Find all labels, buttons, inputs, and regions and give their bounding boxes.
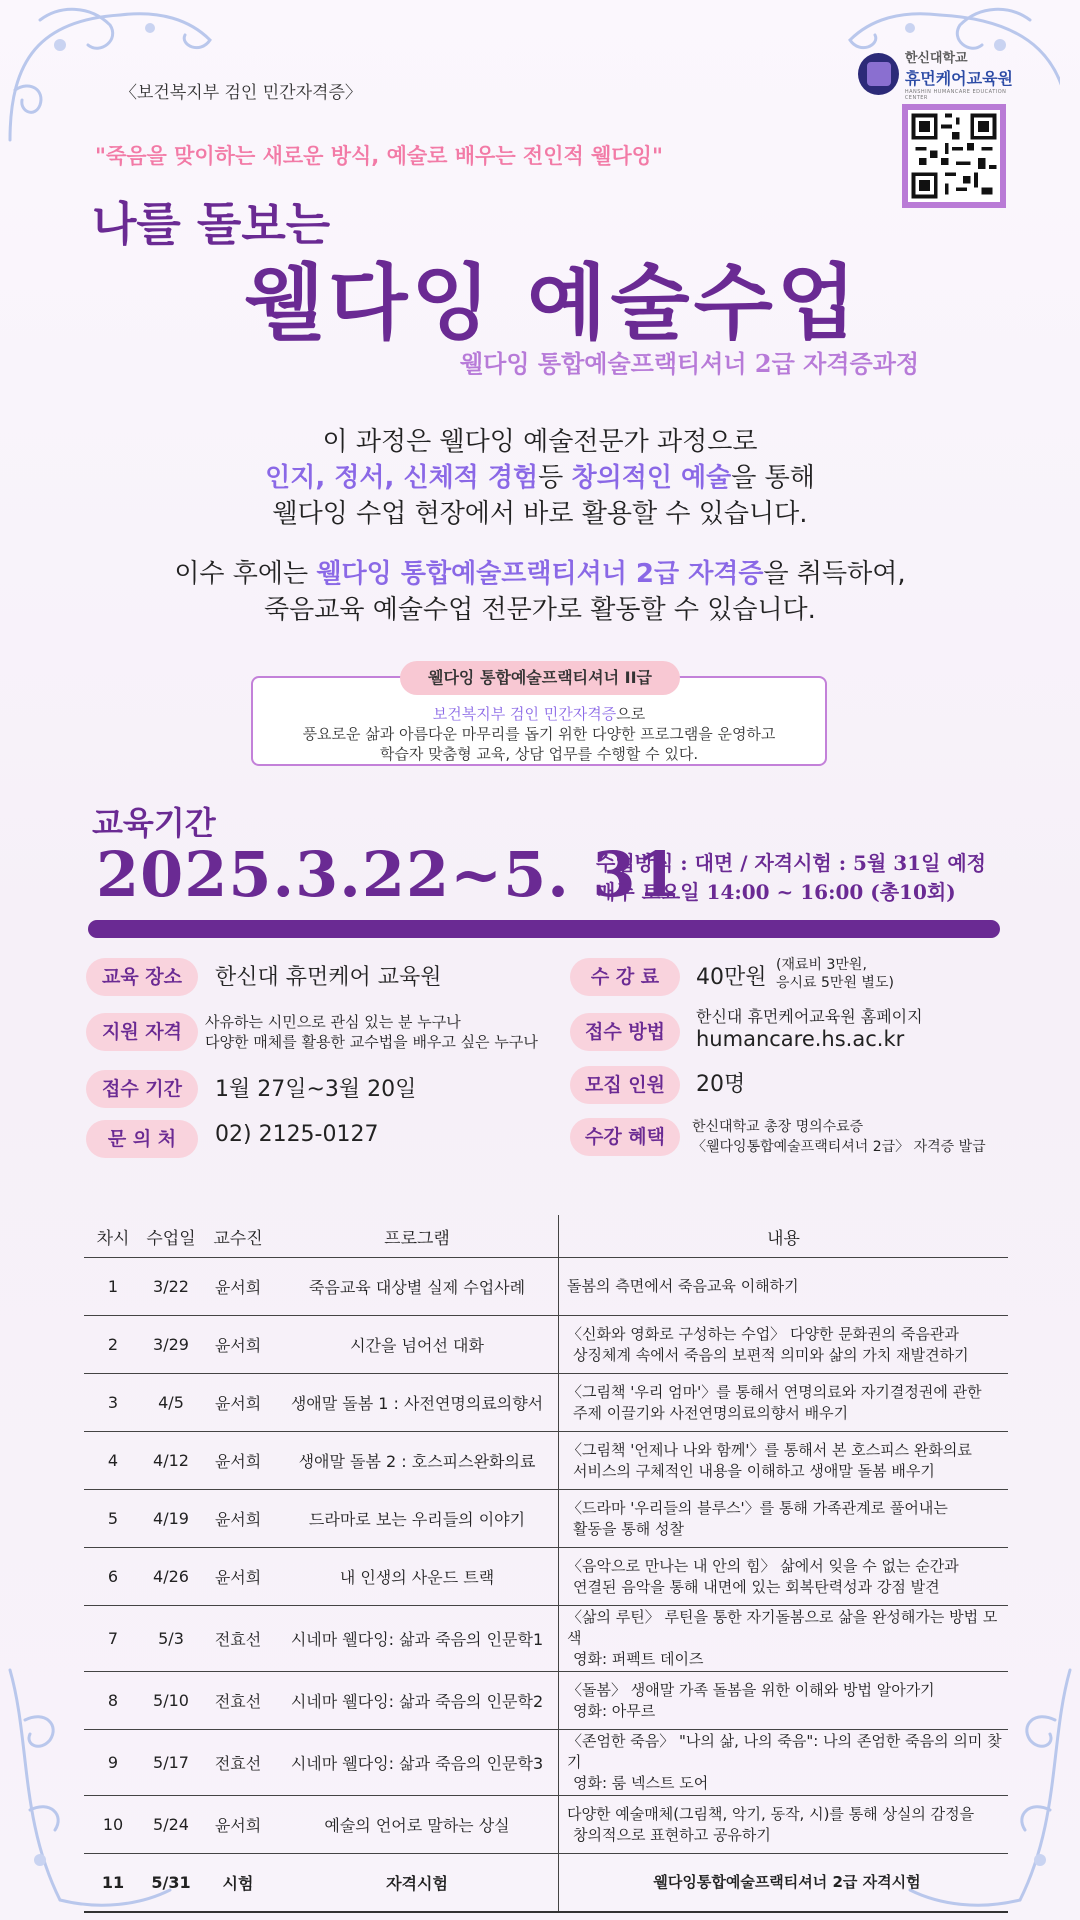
session-content-line1: 〈그림책 '언제나 나와 함께'〉를 통해서 본 호스피스 완화의료 [567,1440,972,1459]
certificate-box-title: 웰다잉 통합예술프랙티셔너 II급 [400,661,680,695]
session-content-line2: 서비스의 구체적인 내용을 이해하고 생애말 돌봄 배우기 [573,1461,935,1480]
session-number: 8 [84,1672,142,1730]
logo-university: 한신대학교 [904,51,968,66]
logo-english: HANSHIN HUMANCARE EDUCATION CENTER [904,89,1007,101]
page-title: 웰다잉 예술수업 [245,256,861,351]
table-row [84,1258,1008,1316]
apply-label: 접수 방법 [570,1013,680,1051]
table-row [84,1316,1008,1374]
apply-line1: 한신대 휴먼케어교육원 홈페이지 [696,1007,923,1026]
session-program: 시간을 넘어선 대화 [276,1316,559,1374]
session-content-line1: 웰다잉통합예술프랙티셔너 2급 자격시험 [653,1873,921,1891]
session-content-line2: 영화: 퍼펙트 데이즈 [573,1650,704,1668]
session-content-line2: 연결된 음악을 통해 내면에 있는 회복탄력성과 강점 발견 [573,1577,940,1596]
session-program: 죽음교육 대상별 실제 수업사례 [276,1258,559,1316]
session-instructor: 윤서희 [200,1490,276,1548]
tagline: "죽음을 맞이하는 새로운 방식, 예술로 배우는 전인적 웰다잉" [95,144,663,168]
table-row [84,1606,1008,1672]
intro-text: 등 [538,463,572,493]
session-content-line1: 〈신화와 영화로 구성하는 수업〉 다양한 문화권의 죽음관과 [567,1324,959,1343]
period-label: 교육기간 [92,804,216,842]
benefit-line2: 〈웰다잉통합예술프랙티셔너 2급〉 자격증 발급 [692,1139,986,1155]
session-date: 5/31 [142,1854,200,1913]
session-content [559,1730,1009,1796]
logo-emblem-icon [858,53,899,95]
session-program: 생애말 돌봄 1 : 사전연명의료의향서 [276,1374,559,1432]
certificate-box-line3: 학습자 맞춤형 교육, 상담 업무를 수행할 수 있다. [379,745,699,763]
session-content-line1: 〈돌봄〉 생애말 가족 돌봄을 위한 이해와 방법 알아가기 [567,1680,935,1699]
session-number: 7 [84,1606,142,1672]
intro-line2 [0,460,1080,496]
corner-ornament-top-left [0,0,230,150]
intro-text: 이수 후에는 [174,559,317,589]
intro-line1: 이 과정은 웰다잉 예술전문가 과정으로 [322,427,758,457]
qr-code-icon [908,110,1000,202]
contact-label: 문 의 처 [86,1120,198,1158]
contact-phone[interactable]: 02) 2125-0127 [215,1122,379,1147]
intro-line3: 웰다잉 수업 현장에서 바로 활용할 수 있습니다. [272,499,808,529]
session-instructor: 윤서희 [200,1316,276,1374]
session-date: 4/12 [142,1432,200,1490]
session-program: 생애말 돌봄 2 : 호스피스완화의료 [276,1432,559,1490]
header-content: 내용 [559,1215,1009,1258]
table-row [84,1730,1008,1796]
certificate-box-highlight: 보건복지부 검인 민간자격증 [432,705,617,723]
session-date: 3/22 [142,1258,200,1316]
session-content-line2: 영화: 아무르 [573,1701,656,1720]
session-content-line2: 활동을 통해 성찰 [573,1519,684,1538]
subtitle: 웰다잉 통합예술프랙티셔너 2급 자격증과정 [460,349,920,378]
session-instructor: 윤서희 [200,1432,276,1490]
benefit-line1: 한신대학교 총장 명의수료증 [692,1119,864,1135]
session-content-line2: 주제 이끌기와 사전연명의료의향서 배우기 [573,1403,849,1422]
table-row [84,1672,1008,1730]
session-program: 자격시험 [276,1854,559,1913]
application-period-label: 접수 기간 [86,1070,198,1108]
session-program: 시네마 웰다잉: 삶과 죽음의 인문학2 [276,1672,559,1730]
session-content-line1: 〈음악으로 만나는 내 안의 힘〉 삶에서 잊을 수 없는 순간과 [567,1556,959,1575]
session-content-line1: 〈삶의 루틴〉 루틴을 통한 자기돌봄으로 삶을 완성해가는 방법 모색 [567,1608,998,1647]
qualification-line1: 사유하는 시민으로 관심 있는 분 누구나 [205,1013,461,1031]
certificate-box-text: 으로 [616,705,646,723]
session-content [559,1672,1009,1730]
session-content [559,1316,1009,1374]
session-number: 11 [84,1854,142,1913]
schedule-table [84,1215,1008,1913]
session-instructor: 윤서희 [200,1374,276,1432]
session-program: 드라마로 보는 우리들의 이야기 [276,1490,559,1548]
session-content-line1: 〈그림책 '우리 엄마'〉를 통해서 연명의료와 자기결정권에 관한 [567,1382,982,1401]
session-content [559,1374,1009,1432]
capacity-label: 모집 인원 [570,1066,680,1104]
session-instructor: 전효선 [200,1606,276,1672]
session-date: 5/3 [142,1606,200,1672]
table-row [84,1548,1008,1606]
session-program: 예술의 언어로 말하는 상실 [276,1796,559,1854]
fee-value: 40만원 [696,965,767,990]
session-instructor: 윤서희 [200,1796,276,1854]
session-number: 10 [84,1796,142,1854]
intro-highlight1: 인지, 정서, 신체적 경험 [265,463,539,493]
session-instructor: 전효선 [200,1672,276,1730]
table-row [84,1432,1008,1490]
university-logo [858,50,1028,101]
session-content [559,1490,1009,1548]
table-header-row [84,1215,1008,1258]
certificate-box-line2: 풍요로운 삶과 아름다운 마무리를 돕기 위한 다양한 프로그램을 운영하고 [302,725,776,743]
header-program: 프로그램 [276,1215,559,1258]
session-content [559,1606,1009,1672]
certification-note: 〈보건복지부 검인 민간자격증〉 [120,83,362,103]
session-date: 4/26 [142,1548,200,1606]
session-content-line1: 돌봄의 측면에서 죽음교육 이해하기 [567,1277,799,1295]
period-dates: 2025.3.22~5. 31 [96,838,681,911]
intro-highlight3: 웰다잉 통합예술프랙티셔너 2급 자격증 [316,559,764,589]
header-session: 차시 [84,1215,142,1258]
session-number: 2 [84,1316,142,1374]
intro-line5: 죽음교육 예술수업 전문가로 활동할 수 있습니다. [264,595,816,625]
header-date: 수업일 [142,1215,200,1258]
intro-text: 을 통해 [731,463,815,493]
session-number: 9 [84,1730,142,1796]
session-instructor: 윤서희 [200,1548,276,1606]
qualification-line2: 다양한 매체를 활용한 교수법을 배우고 싶은 누구나 [205,1033,538,1051]
fee-note1: (재료비 3만원, [776,957,867,973]
session-date: 5/24 [142,1796,200,1854]
session-content [559,1258,1009,1316]
session-number: 4 [84,1432,142,1490]
title-line1: 나를 돌보는 [92,197,331,251]
session-date: 3/29 [142,1316,200,1374]
session-number: 5 [84,1490,142,1548]
session-date: 4/5 [142,1374,200,1432]
certificate-box-line1 [251,703,827,724]
session-number: 3 [84,1374,142,1432]
session-content-line1: 〈존엄한 죽음〉 "나의 삶, 나의 죽음": 나의 존엄한 죽음의 의미 찾기 [567,1732,1002,1771]
session-date: 4/19 [142,1490,200,1548]
session-content [559,1432,1009,1490]
table-row [84,1854,1008,1913]
capacity-value: 20명 [696,1072,746,1097]
intro-text: 을 취득하여, [763,559,906,589]
session-number: 6 [84,1548,142,1606]
logo-center: 휴먼케어교육원 [904,69,1014,88]
session-program: 내 인생의 사운드 트랙 [276,1548,559,1606]
session-content [559,1548,1009,1606]
application-period-value: 1월 27일~3월 20일 [215,1077,417,1102]
session-instructor: 시험 [200,1854,276,1913]
session-content [559,1796,1009,1854]
header-instructor: 교수진 [200,1215,276,1258]
class-time: 매주 토요일 14:00 ~ 16:00 (총10회) [596,880,956,904]
qr-code[interactable] [902,104,1006,208]
session-content-line1: 〈드라마 '우리들의 블루스'〉를 통해 가족관계로 풀어내는 [567,1498,948,1517]
session-content-line2: 창의적으로 표현하고 공유하기 [573,1825,771,1844]
intro-line4 [0,556,1080,592]
table-row [84,1796,1008,1854]
benefit-label: 수강 혜택 [570,1118,680,1156]
session-instructor: 전효선 [200,1730,276,1796]
class-method: 수업방식 : 대면 / 자격시험 : 5월 31일 예정 [596,851,987,875]
divider-bar [88,920,1000,938]
session-program: 시네마 웰다잉: 삶과 죽음의 인문학3 [276,1730,559,1796]
fee-label: 수 강 료 [570,958,680,996]
fee-note2: 응시료 5만원 별도) [776,975,894,991]
place-label: 교육 장소 [86,958,198,996]
session-date: 5/17 [142,1730,200,1796]
session-program: 시네마 웰다잉: 삶과 죽음의 인문학1 [276,1606,559,1672]
session-content [559,1854,1009,1913]
apply-website-link[interactable]: humancare.hs.ac.kr [696,1027,905,1051]
session-date: 5/10 [142,1672,200,1730]
session-content-line1: 다양한 예술매체(그림책, 악기, 동작, 시)를 통해 상실의 감정을 [567,1804,975,1823]
place-value: 한신대 휴먼케어 교육원 [215,965,442,990]
qualification-label: 지원 자격 [86,1013,198,1051]
session-content-line2: 영화: 룸 넥스트 도어 [573,1774,709,1792]
session-instructor: 윤서희 [200,1258,276,1316]
table-row [84,1490,1008,1548]
session-content-line2: 상징체계 속에서 죽음의 보편적 의미와 삶의 가치 재발견하기 [573,1345,969,1364]
intro-highlight2: 창의적인 예술 [571,463,732,493]
table-row [84,1374,1008,1432]
session-number: 1 [84,1258,142,1316]
